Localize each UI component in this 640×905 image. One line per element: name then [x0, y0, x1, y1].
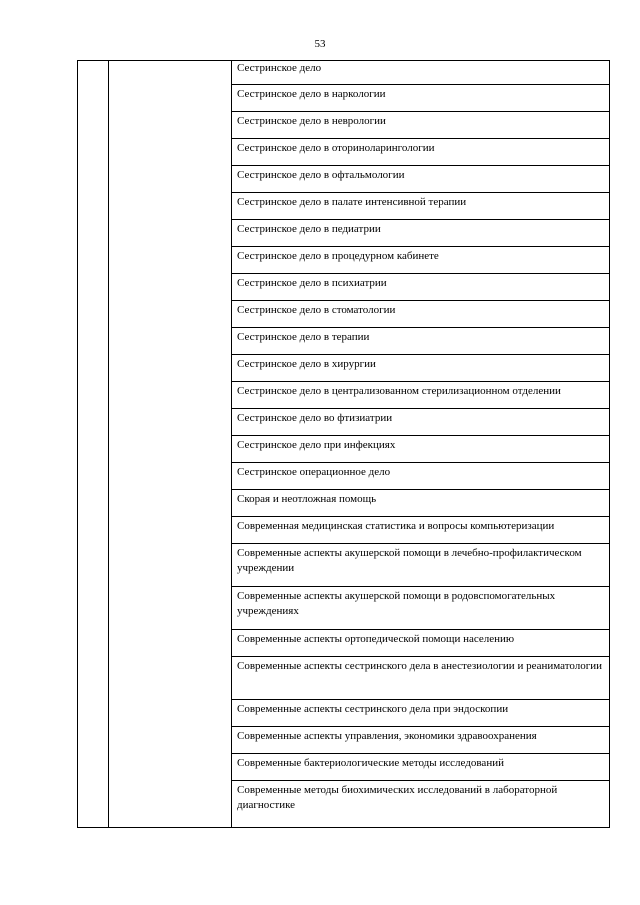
- course-name-cell: Современная медицинская статистика и вопросы компьютеризации: [232, 517, 610, 544]
- category-column-cell: [109, 61, 232, 828]
- course-name-cell: Современные аспекты сестринского дела в анестезиологии и реаниматологии: [232, 657, 610, 700]
- course-name-cell: Современные методы биохимических исследований в лабораторной диагностике: [232, 781, 610, 828]
- course-name-cell: Сестринское дело в палате интенсивной терапии: [232, 193, 610, 220]
- course-name-cell: Сестринское дело в наркологии: [232, 85, 610, 112]
- course-name-cell: Современные аспекты сестринского дела при эндоскопии: [232, 700, 610, 727]
- course-name-cell: Современные бактериологические методы исследований: [232, 754, 610, 781]
- number-column-cell: [78, 61, 109, 828]
- course-name-cell: Сестринское дело в стоматологии: [232, 301, 610, 328]
- course-name-cell: Сестринское операционное дело: [232, 463, 610, 490]
- course-name-cell: Сестринское дело в оториноларингологии: [232, 139, 610, 166]
- course-name-cell: Сестринское дело в хирургии: [232, 355, 610, 382]
- course-name-cell: Сестринское дело в неврологии: [232, 112, 610, 139]
- course-name-cell: Сестринское дело: [232, 61, 610, 85]
- courses-table: [77, 60, 610, 828]
- course-name-cell: Современные аспекты ортопедической помощи населению: [232, 630, 610, 657]
- course-name-cell: Сестринское дело в педиатрии: [232, 220, 610, 247]
- table-row: [78, 61, 610, 85]
- course-name-cell: Сестринское дело в централизованном стерилизационном отделении: [232, 382, 610, 409]
- page-number: 53: [314, 38, 326, 50]
- course-name-cell: Современные аспекты акушерской помощи в родовспомогательных учреждениях: [232, 587, 610, 630]
- course-name-cell: Сестринское дело при инфекциях: [232, 436, 610, 463]
- course-name-cell: Сестринское дело в процедурном кабинете: [232, 247, 610, 274]
- course-name-cell: Сестринское дело во фтизиатрии: [232, 409, 610, 436]
- course-name-cell: Современные аспекты управления, экономики здравоохранения: [232, 727, 610, 754]
- course-name-cell: Сестринское дело в психиатрии: [232, 274, 610, 301]
- course-name-cell: Современные аспекты акушерской помощи в лечебно-профилактическом учреждении: [232, 544, 610, 587]
- course-name-cell: Сестринское дело в офтальмологии: [232, 166, 610, 193]
- course-name-cell: Сестринское дело в терапии: [232, 328, 610, 355]
- course-name-cell: Скорая и неотложная помощь: [232, 490, 610, 517]
